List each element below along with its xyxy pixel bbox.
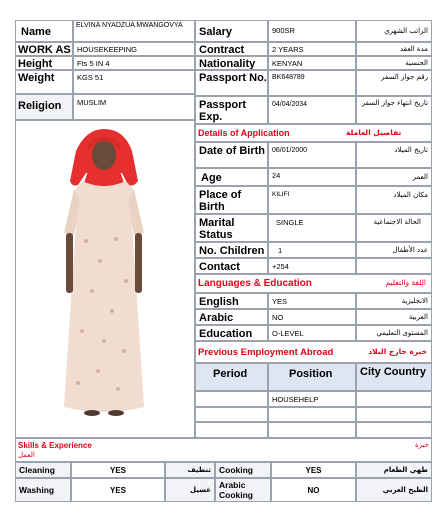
emp-row1-country xyxy=(356,391,432,407)
passport-value: BK648789 xyxy=(268,70,356,96)
languages-header xyxy=(195,274,432,293)
education-ar: المستوى التعليمي xyxy=(356,325,432,341)
nationality-value: KENYAN xyxy=(268,56,356,70)
marital-value: SINGLE xyxy=(268,214,356,242)
photo-frame xyxy=(15,120,195,438)
emp-row2-country xyxy=(356,407,432,422)
marital-label: Marital Status xyxy=(195,214,268,242)
cleaning-ar: تنظيف xyxy=(165,462,215,478)
emp-row2-period xyxy=(195,407,268,422)
arabic-cooking-value: NO xyxy=(271,478,356,502)
emp-row3-period xyxy=(195,422,268,438)
english-value: YES xyxy=(268,293,356,309)
age-label: Age xyxy=(195,168,268,186)
weight-label: Weight xyxy=(15,70,73,94)
washing-label: Washing xyxy=(15,478,71,502)
emp-row3-country xyxy=(356,422,432,438)
arabic-cooking-label: Arabic Cooking xyxy=(215,478,271,502)
arabic-label: Arabic xyxy=(195,309,268,325)
contract-label: Contract xyxy=(195,42,268,56)
dob-value: 06/01/2000 xyxy=(268,142,356,168)
col-period: Period xyxy=(195,363,268,391)
nationality-ar: الجنسية xyxy=(356,56,432,70)
washing-value: YES xyxy=(71,478,165,502)
age-ar: العمر xyxy=(356,168,432,186)
skills-header-ar-left: العمل xyxy=(18,451,35,459)
cooking-ar: طهي الطعام xyxy=(356,462,432,478)
contact-label: Contact xyxy=(195,258,268,274)
english-ar: الانجليزية xyxy=(356,293,432,309)
application-header-text: Details of Application xyxy=(198,128,290,138)
arabic-cooking-ar: الطبخ العربي xyxy=(356,478,432,502)
emp-row3-position xyxy=(268,422,356,438)
height-value: Fts 5 IN 4 xyxy=(73,56,195,70)
religion-value: MUSLIM xyxy=(73,94,195,120)
skills-header xyxy=(15,438,432,462)
salary-ar: الراتب الشهري xyxy=(356,20,432,42)
height-label: Height xyxy=(15,56,73,70)
education-label: Education xyxy=(195,325,268,341)
employment-header xyxy=(195,341,432,363)
nationality-label: Nationality xyxy=(195,56,268,70)
contact-empty xyxy=(356,258,432,274)
work-as-value: HOUSEKEEPING xyxy=(73,42,195,56)
passport-exp-label: Passport Exp. xyxy=(195,96,268,124)
passport-exp-value: 04/04/2034 xyxy=(268,96,356,124)
contract-ar: مدة العقد xyxy=(356,42,432,56)
children-label: No. Children xyxy=(195,242,268,258)
weight-value: KGS 51 xyxy=(73,70,195,94)
arabic-value: NO xyxy=(268,309,356,325)
pob-label: Place of Birth xyxy=(195,186,268,214)
children-ar: عدد الأطفال xyxy=(356,242,432,258)
skills-header-text: Skills & Experience xyxy=(18,441,92,450)
marital-ar: الحالة الاجتماعية xyxy=(356,214,432,242)
religion-label: Religion xyxy=(15,94,73,120)
cooking-label: Cooking xyxy=(215,462,271,478)
employment-header-text: Previous Employment Abroad xyxy=(198,347,334,358)
dob-ar: تاريخ الميلاد xyxy=(356,142,432,168)
skills-header-ar-right: خبرة xyxy=(415,441,429,449)
work-as-label: WORK AS xyxy=(15,42,73,56)
application-header xyxy=(195,124,432,142)
emp-row1-period xyxy=(195,391,268,407)
salary-label: Salary xyxy=(195,20,268,42)
contract-value: 2 YEARS xyxy=(268,42,356,56)
arabic-ar: العربية xyxy=(356,309,432,325)
application-header-ar: تفاصيل العاملة xyxy=(346,128,402,137)
name-value: ELVINA NYADZUA MWANGOVYA xyxy=(73,20,195,42)
passport-exp-ar: تاريخ انتهاء جواز السفر xyxy=(356,96,432,124)
worker-photo xyxy=(16,121,194,437)
pob-value: KILIFI xyxy=(268,186,356,214)
col-position: Position xyxy=(268,363,356,391)
dob-label: Date of Birth xyxy=(195,142,268,168)
age-value: 24 xyxy=(268,168,356,186)
cooking-value: YES xyxy=(271,462,356,478)
children-value: 1 xyxy=(268,242,356,258)
washing-ar: غسيل xyxy=(165,478,215,502)
pob-ar: مكان الميلاد xyxy=(356,186,432,214)
english-label: English xyxy=(195,293,268,309)
salary-value: 900SR xyxy=(268,20,356,42)
cleaning-value: YES xyxy=(71,462,165,478)
emp-row2-position xyxy=(268,407,356,422)
languages-header-ar: اللغة والتعليم xyxy=(385,278,426,287)
emp-row1-position: HOUSEHELP xyxy=(268,391,356,407)
cleaning-label: Cleaning xyxy=(15,462,71,478)
contact-value: +254 xyxy=(268,258,356,274)
passport-ar: رقم جواز السفر xyxy=(356,70,432,96)
passport-label: Passport No. xyxy=(195,70,268,96)
languages-header-text: Languages & Education xyxy=(198,278,312,289)
name-label: Name xyxy=(15,20,73,42)
employment-header-ar: خبرة خارج البلاد xyxy=(368,347,427,356)
education-value: O-LEVEL xyxy=(268,325,356,341)
col-country: City Country xyxy=(356,363,432,391)
